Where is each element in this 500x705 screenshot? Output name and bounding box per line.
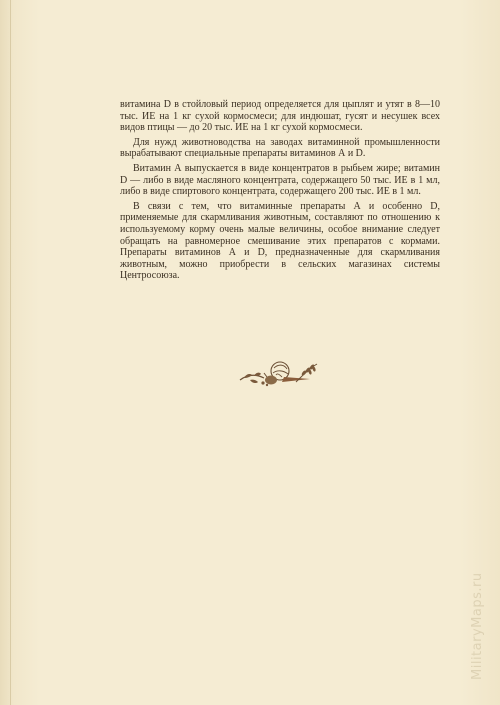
watermark: MilitaryMaps.ru (470, 572, 485, 680)
paragraph-2: Для нужд животноводства на заводах витаминной промышленности вырабатывают специальные препараты витаминов А и D. (120, 136, 440, 160)
paragraph-1: витамина D в стойловый период определяется для цыплят и утят в 8—10 тыс. ИЕ на 1 кг сухой кормосмеси; для индюшат, гусят и несушек всех видов птицы — до 20 тыс. ИЕ на 1 кг сухой кормосмеси. (120, 99, 440, 134)
page-binding-edge (10, 0, 11, 705)
paragraph-3: Витамин А выпускается в виде концентратов в рыбьем жире; витамин D — либо в виде масляного концентрата, содержащего 50 тыс. ИЕ в 1 мл, либо в виде спиртового концентрата, содержащего 200 тыс. ИЕ в 1 мл. (120, 162, 440, 198)
body-text (120, 99, 440, 285)
vegetables-ornament-icon (238, 358, 320, 388)
paragraph-4: В связи с тем, что витаминные препараты А и особенно D, применяемые для скармливания животным, составляют по отношению к используемому корму очень малые величины, особое внимание следует обращать на равномерное смешивание этих препаратов с кормами. Препараты витаминов А и D, предназначенные для скармливания животным, можно приобрести в сельских магазинах системы Центросоюза. (120, 200, 440, 282)
